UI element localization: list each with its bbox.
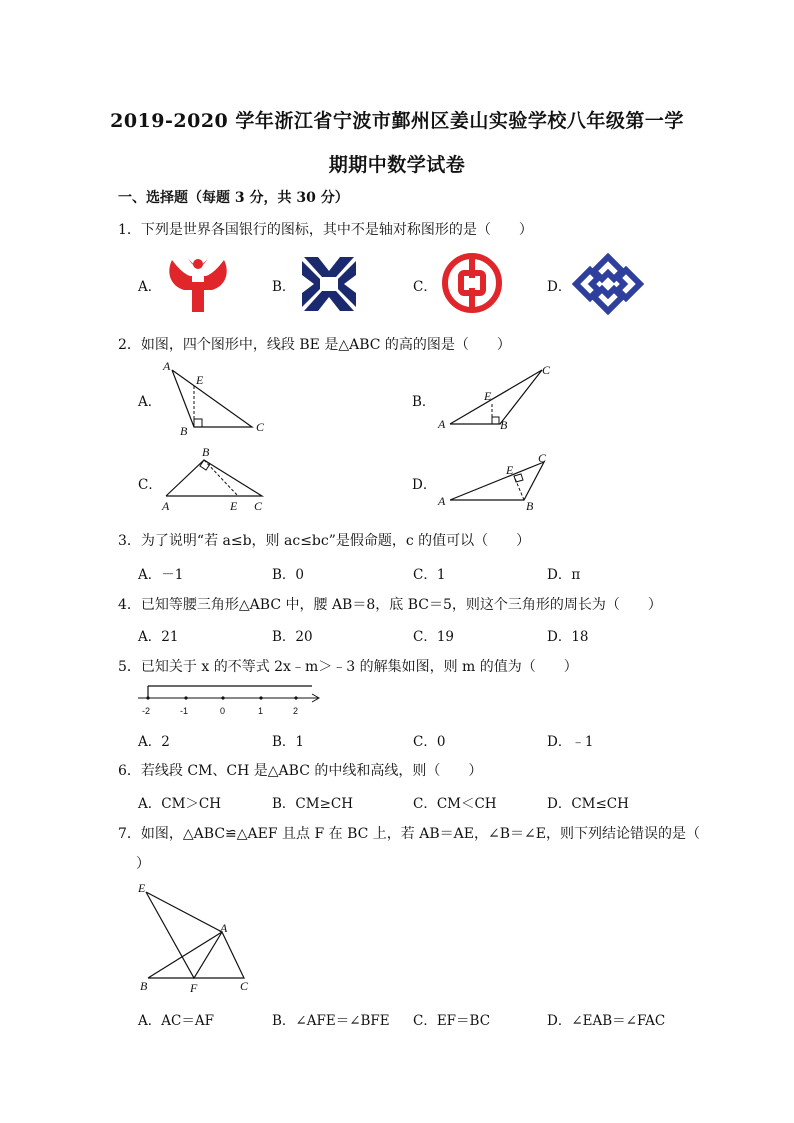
tick-label: -2: [142, 706, 151, 716]
point-label-b: B: [180, 424, 188, 438]
point-label-a: A: [163, 359, 171, 373]
point-label-b: B: [202, 445, 210, 459]
question-4: 4．已知等腰三角形△ABC 中，腰 AB＝8，底 BC＝5，则这个三角形的周长为（ ）: [118, 597, 662, 613]
q3-option-c: C．1: [413, 567, 446, 583]
point-label-e: E: [196, 373, 204, 387]
q1-label-c: C．: [413, 279, 437, 295]
bank-logo-b-icon: [298, 253, 360, 315]
q7-option-d: D．∠EAB＝∠FAC: [547, 1013, 666, 1029]
point-label-a: A: [438, 417, 446, 431]
bank-logo-c-icon: [441, 252, 503, 314]
q4-option-a: A．21: [138, 629, 179, 645]
point-label-c: C: [538, 451, 547, 465]
point-label-f: F: [190, 981, 198, 995]
question-6: 6．若线段 CM、CH 是△ABC 的中线和高线，则（ ）: [118, 763, 483, 779]
q6-option-d: D．CM≤CH: [547, 796, 629, 812]
q2-label-a: A．: [138, 394, 162, 410]
q5-option-b: B．1: [272, 734, 305, 750]
question-7-continued: ）: [136, 856, 150, 872]
point-label-a: A: [438, 494, 446, 508]
point-label-e: E: [506, 463, 514, 477]
point-label-a: A: [162, 499, 170, 513]
tick-label: 1: [258, 706, 264, 716]
q3-option-a: A．－1: [138, 567, 184, 583]
q7-option-a: A．AC＝AF: [138, 1013, 214, 1029]
q7-option-c: C．EF＝BC: [413, 1013, 491, 1029]
number-line: [136, 680, 326, 720]
q2-figure-b: [434, 360, 558, 434]
point-label-b: B: [500, 418, 508, 432]
q4-option-b: B．20: [272, 629, 313, 645]
q2-figure-c: [158, 444, 276, 516]
q4-option-d: D．18: [547, 629, 589, 645]
bank-logo-a-icon: [164, 254, 232, 314]
q1-label-d: D．: [547, 279, 572, 295]
q5-option-a: A．2: [138, 734, 170, 750]
q1-label-b: B．: [272, 279, 296, 295]
tick-label: 2: [293, 706, 299, 716]
point-label-c: C: [254, 499, 263, 513]
point-label-a: A: [220, 921, 228, 935]
point-label-e: E: [484, 389, 492, 403]
q6-option-c: C．CM＜CH: [413, 796, 497, 812]
q5-option-d: D．﹣1: [547, 734, 594, 750]
question-5: 5．已知关于 x 的不等式 2x﹣m＞﹣3 的解集如图，则 m 的值为（ ）: [118, 659, 578, 675]
q3-option-b: B．0: [272, 567, 305, 583]
point-label-e: E: [230, 499, 238, 513]
tick-label: -1: [180, 706, 189, 716]
q7-figure: [132, 878, 262, 1000]
title-line-2: 期期中数学试卷: [328, 154, 466, 176]
point-label-c: C: [256, 420, 265, 434]
point-label-c: C: [240, 979, 249, 993]
question-3: 3．为了说明“若 a≤b，则 ac≤bc”是假命题，c 的值可以（ ）: [118, 533, 531, 549]
question-1: 1．下列是世界各国银行的图标，其中不是轴对称图形的是（ ）: [118, 222, 533, 238]
q3-option-d: D．π: [547, 567, 581, 583]
q2-label-c: C．: [138, 477, 162, 493]
q6-option-b: B．CM≥CH: [272, 796, 353, 812]
point-label-e: E: [138, 881, 146, 895]
section-heading: 一、选择题（每题 3 分，共 30 分）: [118, 190, 349, 206]
q7-option-b: B．∠AFE＝∠BFE: [272, 1013, 390, 1029]
point-label-b: B: [140, 979, 148, 993]
q2-figure-d: [434, 448, 558, 514]
bank-logo-d-icon: [572, 253, 644, 315]
tick-label: 0: [220, 706, 226, 716]
point-label-c: C: [542, 363, 551, 377]
title-line-1: 2019-2020 学年浙江省宁波市鄞州区姜山实验学校八年级第一学: [110, 110, 684, 132]
point-label-b: B: [526, 499, 534, 513]
q2-label-b: B．: [412, 394, 436, 410]
q2-figure-a: [158, 358, 276, 438]
question-7: 7．如图，△ABC≌△AEF 且点 F 在 BC 上，若 AB＝AE，∠B＝∠E，则下列结论错误的是（: [118, 826, 700, 842]
q2-label-d: D．: [412, 477, 437, 493]
q5-option-c: C．0: [413, 734, 446, 750]
question-2: 2．如图，四个图形中，线段 BE 是△ABC 的高的图是（ ）: [118, 337, 511, 353]
q1-label-a: A．: [138, 279, 162, 295]
q4-option-c: C．19: [413, 629, 455, 645]
q6-option-a: A．CM＞CH: [138, 796, 222, 812]
